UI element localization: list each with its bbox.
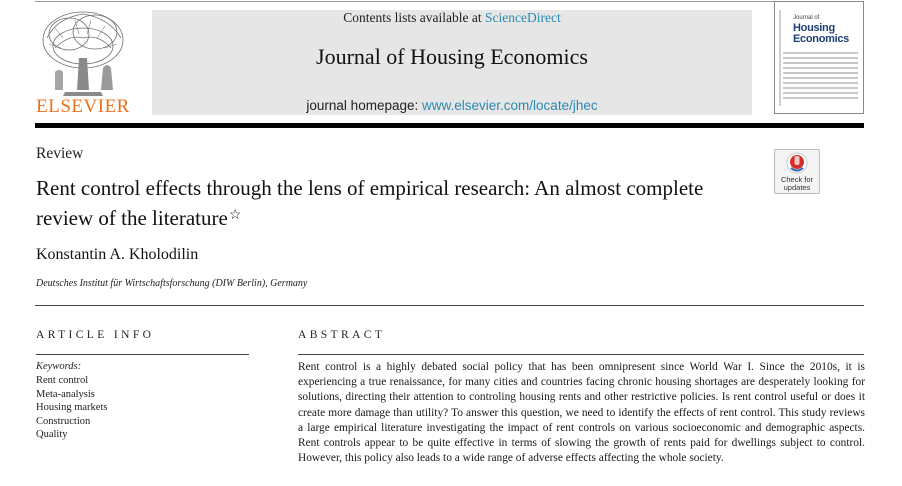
abstract-text: Rent control is a highly debated social policy that has been omnipresent since World War I. Since the 2010s, it is experiencing a true renaissance, for many cities and countries facing chronic housing shortages are desperately looking for solutions, directing their attention to controling housing rents and other restrictive policies. Is rent control useful or does it create more damage than utility? To answer this question, we need to identify the effects of rent control. This study reviews a large empirical literature investigating the impact of rent controls on various socioeconomic and demographic aspects. Rent controls appear to be quite effective in terms of slowing the growth of rents paid for dwellings subject to control. However, this policy also leads to a wide range of adverse effects affecting the whole society. xyxy=(298,361,865,465)
keywords-label: Keywords: xyxy=(36,361,82,372)
article-type: Review xyxy=(36,145,84,162)
article-info-rule xyxy=(36,354,249,355)
check-updates-icon xyxy=(775,150,819,176)
cover-text-lines xyxy=(783,52,858,102)
keyword-item: Rent control xyxy=(36,375,89,386)
section-rule xyxy=(35,305,864,306)
contents-prefix: Contents lists available at xyxy=(343,10,482,25)
article-title xyxy=(36,174,756,232)
homepage-link[interactable]: www.elsevier.com/locate/jhec xyxy=(422,98,598,113)
cover-title-line2: Economics xyxy=(793,33,849,45)
title-footnote-star-icon[interactable]: ☆ xyxy=(228,208,242,223)
article-title-text: Rent control effects through the lens of empirical research: An almost complete review of the literature xyxy=(36,176,704,230)
keyword-item: Meta-analysis xyxy=(36,388,95,400)
journal-banner xyxy=(152,10,752,115)
author-affiliation: Deutsches Institut für Wirtschaftsforschung (DIW Berlin), Germany xyxy=(36,278,308,289)
check-for-updates-button[interactable] xyxy=(774,149,820,194)
author-name[interactable]: Konstantin A. Kholodilin xyxy=(36,246,199,263)
abstract-heading: ABSTRACT xyxy=(298,329,386,341)
keywords-list xyxy=(36,374,107,442)
header-thick-rule xyxy=(35,123,864,128)
cover-stripe xyxy=(779,10,781,106)
keyword-item: Housing markets xyxy=(36,402,108,414)
sciencedirect-link[interactable]: ScienceDirect xyxy=(485,10,561,25)
journal-cover-thumbnail[interactable] xyxy=(774,1,864,114)
top-rule xyxy=(35,1,864,2)
check-updates-label: Check for updates xyxy=(780,175,814,192)
cover-title xyxy=(793,23,849,45)
abstract-rule xyxy=(298,354,864,355)
contents-line xyxy=(152,10,752,26)
keyword-item: Quality xyxy=(36,429,68,441)
publisher-wordmark: ELSEVIER xyxy=(36,96,130,117)
homepage-prefix: journal homepage: xyxy=(306,98,419,113)
cover-title-line1: Housing xyxy=(793,22,835,34)
keyword-item: Construction xyxy=(36,415,91,427)
article-info-heading: ARTICLE INFO xyxy=(36,329,155,341)
homepage-line xyxy=(152,98,752,113)
journal-title[interactable]: Journal of Housing Economics xyxy=(316,44,588,69)
cover-small-text: Journal of xyxy=(793,15,820,21)
